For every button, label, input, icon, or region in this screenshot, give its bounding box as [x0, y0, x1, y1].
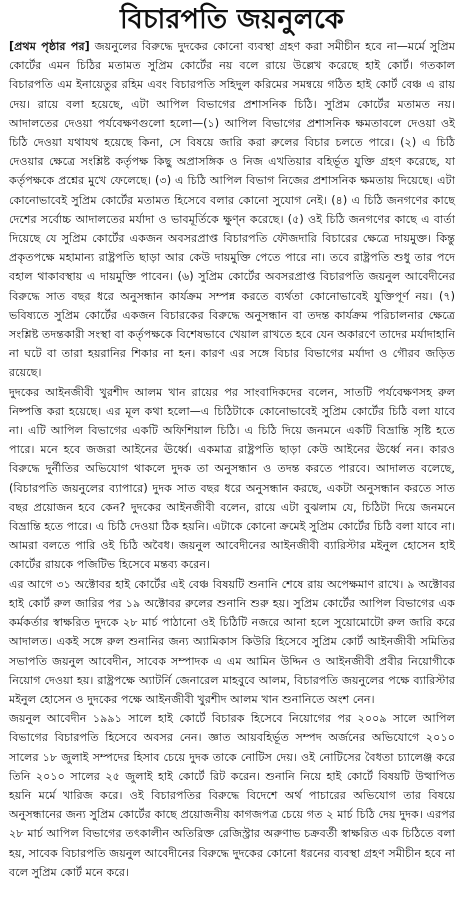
- article-body: [9, 37, 455, 882]
- article-paragraph: জয়নুল আবেদীন ১৯৯১ সালে হাই কোর্টে বিচারক হিসেবে নিয়োগের পর ২০০৯ সালে আপিল বিভাগের বিচারপতি হিসেবে অবসর নেন। জ্ঞাত আয়বহির্ভূত সম্পদ অর্জনের অভিযোগে ২০১০ সালের ১৮ জুলাই সম্পদের হিসাব চেয়ে দুদক তাকে নোটিস দেয়। ওই নোটিসের বৈধতা চ্যালেঞ্জ করে তিনি ২০১০ সালের ২৫ জুলাই হাই কোর্টে রিট করেন। শুনানি নিয়ে হাই কোর্টে বিষয়টি উত্থাপিত হয়নি মর্মে খারিজ করে। ওই বিচারপতির বিরুদ্ধে বিদেশে অর্থ পাচারের অভিযোগ তার বিষয়ে অনুসন্ধানের জন্য সুপ্রিম কোর্টের কাছে প্রয়োজনীয় কাগজপত্র চেয়ে গত ২ মার্চ চিঠি দেয় দুদক। এরপর ২৮ মার্চ আপিল বিভাগের তৎকালীন অতিরিক্ত রেজিস্ট্রার অরুণাভ চক্রবর্তী স্বাক্ষরিত এক চিঠিতে বলা হয়, সাবেক বিচারপতি জয়নুল আবেদীনের বিরুদ্ধে দুদকের কোনো ধরনের ব্যবস্থা গ্রহণ সমীচীন হবে না বলে সুপ্রিম কোর্ট মনে করে।: [9, 712, 455, 879]
- article-paragraph: দুদকের আইনজীবী খুরশীদ আলম খান রায়ের পর সাংবাদিকদের বলেন, সাতটি পর্যবেক্ষণসহ রুল নিষ্পত্তি করা হয়েছে। এর মূল কথা হলো—এ চিঠিটাকে কোনোভাবেই সুপ্রিম কোর্টের চিঠি বলা যাবে না। এটি আপিল বিভাগের একটি অফিশিয়াল চিঠি। এ চিঠি দিয়ে জনমনে একটি বিভ্রান্তি সৃষ্টি হতে পারে। মনে হবে জজরা আইনের ঊর্ধ্বে। একমাত্র রাষ্ট্রপতি ছাড়া কেউ আইনের ঊর্ধ্বে নন। কারও বিরুদ্ধে দুর্নীতির অভিযোগ থাকলে দুদক তা অনুসন্ধান ও তদন্ত করতে পারবে। আদালত বলেছে, (বিচারপতি জয়নুলের ব্যাপারে) দুদক সাত বছর ধরে অনুসন্ধান করছে, একটা অনুসন্ধান করতে সাত বছর প্রয়োজন হবে কেন? দুদকের আইনজীবী বলেন, রায়ে এটা বুঝলাম যে, চিঠিটা দিয়ে জনমনে বিভ্রান্তি হতে পারে। এ চিঠি দেওয়া ঠিক হয়নি। এটাকে কোনো ক্রমেই সুপ্রিম কোর্টের চিঠি বলা যাবে না। আমরা বলতে পারি ওই চিঠি অবৈধ। জয়নুল আবেদীনের আইনজীবী ব্যারিস্টার মইনুল হোসেন হাই কোর্টের রায়কে পজিটিভ হিসেবে মন্তব্য করেন।: [9, 385, 455, 572]
- article-paragraph: [9, 37, 455, 383]
- paragraph-text: জয়নুলের বিরুদ্ধে দুদকের কোনো ব্যবস্থা গ্রহণ করা সমীচীন হবে না—মর্মে সুপ্রিম কোর্টের এমন চিঠির মতামত সুপ্রিম কোর্টের নয় বলে রায়ে উল্লেখ করেছে হাই কোর্ট। গতকাল বিচারপতি এম ইনায়েতুর রহিম এবং বিচারপতি সহিদুল করিমের সমন্বয়ে গঠিত হাই কোর্ট বেঞ্চ এ রায় দেয়। রায়ে বলা হয়েছে, এটা আপিল বিভাগের প্রশাসনিক চিঠি। সুপ্রিম কোর্টের মতামত নয়। আদালতের দেওয়া পর্যবেক্ষণগুলো হলো—(১) আপিল বিভাগের প্রশাসনিক ক্ষমতাবলে দেওয়া ওই চিঠি দেওয়া যথাযথ হয়েছে কিনা, সে বিষয়ে জারি করা রুলের বিচার চলতে পারে। (২) এ চিঠি দেওয়ার ক্ষেত্রে সংশ্লিষ্ট কর্তৃপক্ষ কিছু অপ্রাসঙ্গিক ও নিজ এখতিয়ার বহির্ভূত যুক্তি গ্রহণ করেছে, যা কর্তৃপক্ষকে প্রশ্নের মুখে ফেলেছে। (৩) এ চিঠি আপিল বিভাগ নিজের প্রশাসনিক ক্ষমতায় দিয়েছে। এটা কোনোভাবেই সুপ্রিম কোর্টের মতামত হিসেবে বলার কোনো সুযোগ নেই। (৪) এ চিঠি জনগণের কাছে দেশের সর্বোচ্চ আদালতের মর্যাদা ও ভাবমূর্তিকে ক্ষুণ্ন করেছে। (৫) ওই চিঠি জনগণের কাছে এ বার্তা দিয়েছে যে সুপ্রিম কোর্টের একজন অবসরপ্রাপ্ত বিচারপতি ফৌজদারি বিচারের ক্ষেত্রে দায়মুক্ত। কিন্তু প্রকৃতপক্ষে মহামান্য রাষ্ট্রপতি ছাড়া আর কেউ দায়মুক্তি পেতে পারে না। তবে রাষ্ট্রপতি শুধু তার পদে বহাল থাকাবস্থায় এ দায়মুক্তি পাবেন। (৬) সুপ্রিম কোর্টের অবসরপ্রাপ্ত বিচারপতি জয়নুল আবেদীনের বিরুদ্ধে সাত বছর ধরে অনুসন্ধান কার্যক্রম সম্পন্ন করতে ব্যর্থতা কোনোভাবেই যুক্তিপূর্ণ নয়। (৭) ভবিষ্যতে সুপ্রিম কোর্টের একজন বিচারকের বিরুদ্ধে অনুসন্ধান বা তদন্ত কার্যক্রম পরিচালনার ক্ষেত্রে সংশ্লিষ্ট তদন্তকারী সংস্থা বা কর্তৃপক্ষকে বিশেষভাবে খেয়াল রাখতে হবে যেন অকারণে তাদের মর্যাদাহানি না ঘটে বা তারা হয়রানির শিকার না হন। কারণ এর সঙ্গে বিচার বিভাগের মর্যাদা ও গৌরব জড়িত রয়েছে।: [9, 40, 455, 380]
- continued-from-front-page-label: [প্রথম পৃষ্ঠার পর]: [9, 40, 90, 53]
- article-paragraph: এর আগে ৩১ অক্টোবর হাই কোর্টের এই বেঞ্চ বিষয়টি শুনানি শেষে রায় অপেক্ষমাণ রাখে। ৯ অক্টোবর হাই কোর্ট রুল জারির পর ১৯ অক্টোবর রুলের শুনানি শুরু হয়। সুপ্রিম কোর্টের আপিল বিভাগের এক কর্মকর্তার স্বাক্ষরিত দুদকে ২৮ মার্চ পাঠানো ওই চিঠিটি নজরে আনা হলে সুয়োমোটো রুল জারি করে আদালত। একই সঙ্গে রুল শুনানির জন্য অ্যামিকাস কিউরি হিসেবে সুপ্রিম কোর্ট আইনজীবী সমিতির সভাপতি জয়নুল আবেদীন, সাবেক সম্পাদক এ এম আমিন উদ্দিন ও আইনজীবী প্রবীর নিয়োগীকে নিয়োগ দেওয়া হয়। রাষ্ট্রপক্ষে অ্যাটর্নি জেনারেল মাহবুবে আলম, বিচারপতি জয়নুলের পক্ষে ব্যারিস্টার মইনুল হোসেন ও দুদকের পক্ষে আইনজীবী খুরশীদ আলম খান শুনানিতে অংশ নেন।: [9, 577, 455, 706]
- headline: বিচারপতি জয়নুলকে: [120, 4, 344, 35]
